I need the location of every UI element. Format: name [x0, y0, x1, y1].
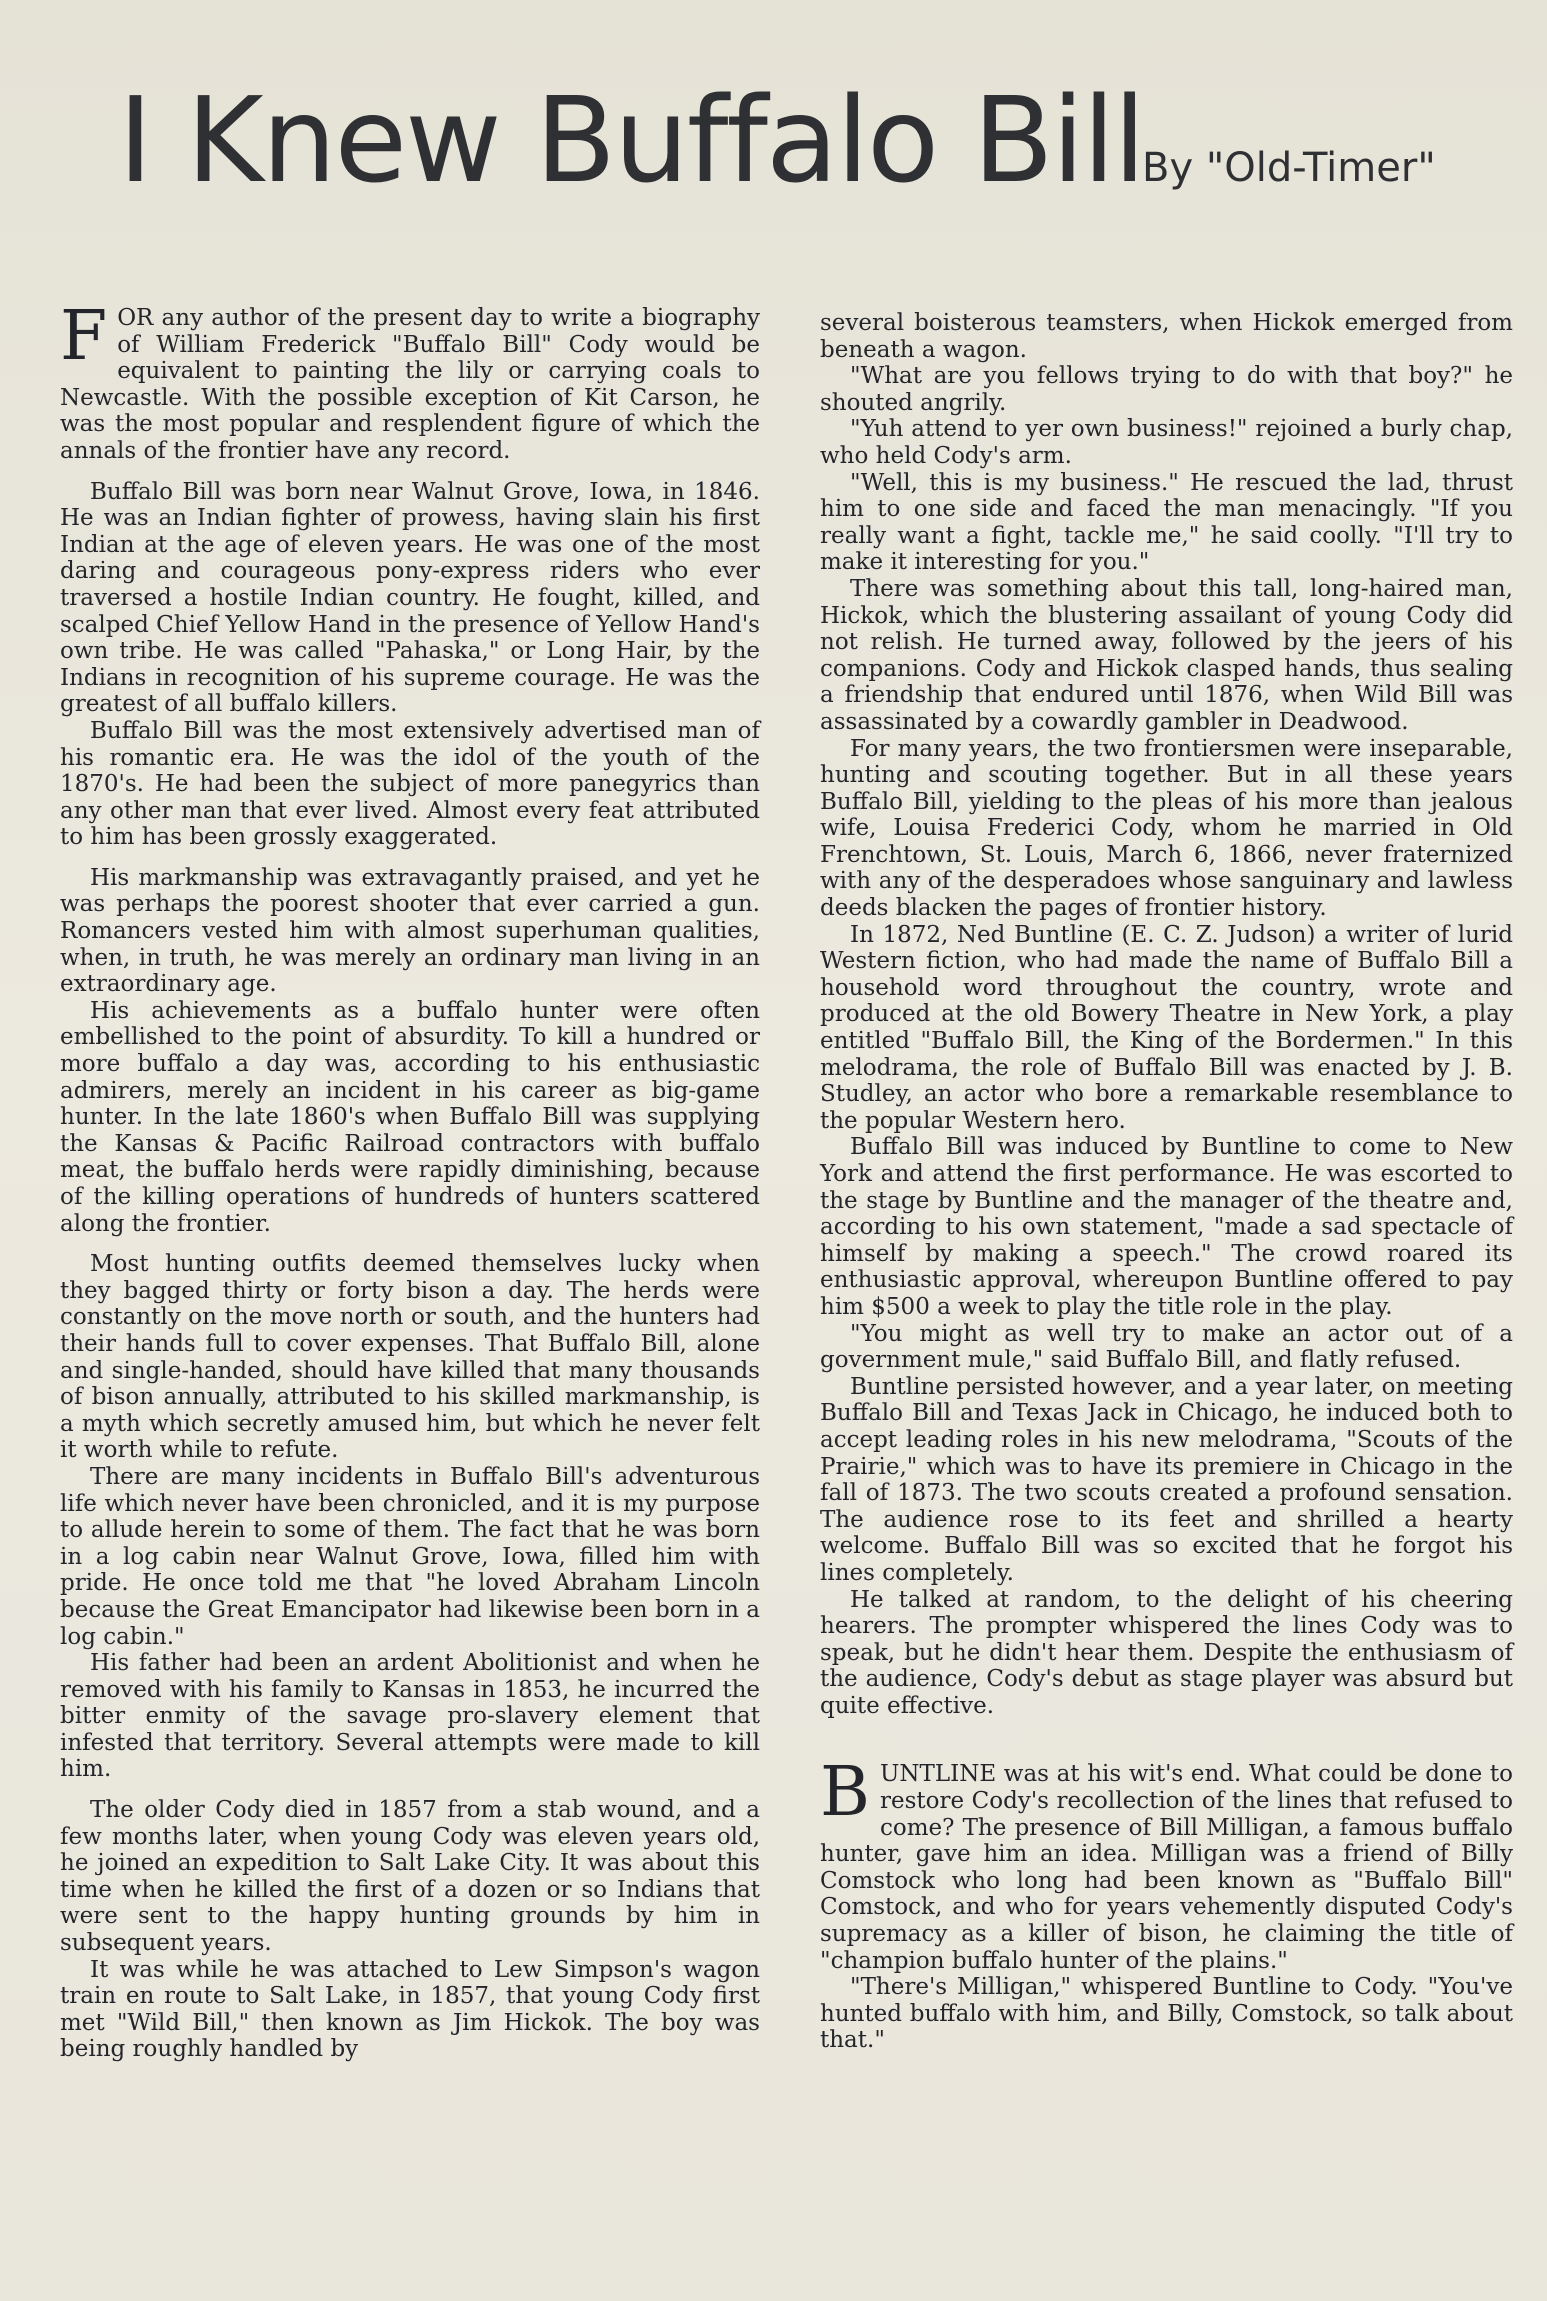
article-title: I Knew Buffalo Bill [118, 71, 1145, 209]
paragraph-right-4: "Well, this is my business." He rescued the lad, thrust him to one side and faced the man menacingly. "If you really want a fight, tackle me," he said coolly. "I'll try to make it interesting for you." [820, 469, 1513, 576]
paragraph-right-13: "There's Milligan," whispered Buntline to Cody. "You've hunted buffalo with him, and Billy, Comstock, so talk about that." [820, 1974, 1513, 2054]
paragraph-left-8: His father had been an ardent Abolitionist and when he removed with his family to Kansas in 1853, he incurred the bitter enmity of the savage pro-slavery element that infested that territory. Several attempts were made to kill him. [60, 1650, 760, 1783]
paragraph-right-3: "Yuh attend to yer own business!" rejoined a burly chap, who held Cody's arm. [820, 416, 1513, 469]
drop-cap: F [60, 297, 108, 376]
right-column [820, 310, 1513, 2054]
paragraph-right-9: "You might as well try to make an actor out of a government mule," said Buffalo Bill, and flatly refused. [820, 1320, 1513, 1374]
paragraph-right-7: In 1872, Ned Buntline (E. C. Z. Judson) a writer of lurid Western fiction, who had made the name of Buffalo Bill a household word throughout the country, wrote and produced at the old Bowery Theatre in New York, a play entitled "Buffalo Bill, the King of the Bordermen." In this melodrama, the role of Buffalo Bill was enacted by J. B. Studley, an actor who bore a remarkable resemblance to the popular Western hero. [820, 921, 1513, 1134]
paragraph-text: UNTLINE was at his wit's end. What could be done to restore Cody's recollection of the lines that refused to come? The presence of Bill Milligan, a famous buffalo hunter, gave him an idea. Milligan was a friend of Billy Comstock who long had been known as "Buffalo Bill" Comstock, and who for years vehemently disputed Cody's supremacy as a killer of bison, he claiming the title of "champion buffalo hunter of the plains." [820, 1761, 1513, 1974]
article-byline: By "Old-Timer" [1142, 145, 1436, 191]
paragraph-left-5: His achievements as a buffalo hunter were often embellished to the point of absurdity. To kill a hundred or more buffalo a day was, according to his enthusiastic admirers, merely an incident in his career as big-game hunter. In the late 1860's when Buffalo Bill was supplying the Kansas & Pacific Railroad contractors with buffalo meat, the buffalo herds were rapidly diminishing, because of the killing operations of hundreds of hunters scattered along the frontier. [60, 997, 760, 1237]
paragraph-right-2: "What are you fellows trying to do with that boy?" he shouted angrily. [820, 363, 1513, 416]
paragraph-left-6: Most hunting outfits deemed themselves lucky when they bagged thirty or forty bison a day. The herds were constantly on the move north or south, and the hunters had their hands full to cover expenses. That Buffalo Bill, alone and single-handed, should have killed that many thousands of bison annually, attributed to his skilled markmanship, is a myth which secretly amused him, but which he never felt it worth while to refute. [60, 1251, 760, 1464]
paragraph-right-12 [820, 1753, 1513, 1974]
paragraph-right-5: There was something about this tall, long-haired man, Hickok, which the blustering assailant of young Cody did not relish. He turned away, followed by the jeers of his companions. Cody and Hickok clasped hands, thus sealing a friendship that endured until 1876, when Wild Bill was assassinated by a cowardly gambler in Deadwood. [820, 575, 1513, 735]
paragraph-left-7: There are many incidents in Buffalo Bill's adventurous life which never have been chronicled, and it is my purpose to allude herein to some of them. The fact that he was born in a log cabin near Walnut Grove, Iowa, filled him with pride. He once told me that "he loved Abraham Lincoln because the Great Emancipator had likewise been born in a log cabin." [60, 1463, 760, 1650]
paragraph-right-11: He talked at random, to the delight of his cheering hearers. The prompter whispered the lines Cody was to speak, but he didn't hear them. Despite the enthusiasm of the audience, Cody's debut as stage player was absurd but quite effective. [820, 1586, 1513, 1719]
paragraph-left-9: The older Cody died in 1857 from a stab wound, and a few months later, when young Cody was eleven years old, he joined an expedition to Salt Lake City. It was about this time when he killed the first of a dozen or so Indians that were sent to the happy hunting grounds by him in subsequent years. [60, 1797, 760, 1957]
paragraph-right-8: Buffalo Bill was induced by Buntline to come to New York and attend the first performance. He was escorted to the stage by Buntline and the manager of the theatre and, according to his own statement, "made a sad spectacle of himself by making a speech." The crowd roared its enthusiastic approval, whereupon Buntline offered to pay him $500 a week to play the title role in the play. [820, 1134, 1513, 1320]
paragraph-left-2: Buffalo Bill was born near Walnut Grove, Iowa, in 1846. He was an Indian fighter of prowess, having slain his first Indian at the age of eleven years. He was one of the most daring and courageous pony-express riders who ever traversed a hostile Indian country. He fought, killed, and scalped Chief Yellow Hand in the presence of Yellow Hand's own tribe. He was called "Pahaska," or Long Hair, by the Indians in recognition of his supreme courage. He was the greatest of all buffalo killers. [60, 478, 760, 718]
paragraph-left-10: It was while he was attached to Lew Simpson's wagon train en route to Salt Lake, in 1857, that young Cody first met "Wild Bill," then known as Jim Hickok. The boy was being roughly handled by [60, 1956, 760, 2063]
paragraph-left-1 [60, 297, 760, 465]
paragraph-text: OR any author of the present day to write a biography of William Frederick "Buffalo Bill" Cody would be equivalent to painting the lily or carrying coals to Newcastle. With the possible exception of Kit Carson, he was the most popular and resplendent figure of which the annals of the frontier have any record. [60, 305, 760, 464]
left-column [60, 297, 760, 2063]
paragraph-right-6: For many years, the two frontiersmen were inseparable, hunting and scouting together. But in all these years Buffalo Bill, yielding to the pleas of his more than jealous wife, Louisa Frederici Cody, whom he married in Old Frenchtown, St. Louis, March 6, 1866, never fraternized with any of the desperadoes whose sanguinary and lawless deeds blacken the pages of frontier history. [820, 735, 1513, 922]
paragraph-left-3: Buffalo Bill was the most extensively advertised man of his romantic era. He was the idol of the youth of the 1870's. He had been the subject of more panegyrics than any other man that ever lived. Almost every feat attributed to him has been grossly exaggerated. [60, 717, 760, 851]
drop-cap: B [820, 1753, 870, 1833]
paragraph-right-10: Buntline persisted however, and a year later, on meeting Buffalo Bill and Texas Jack in Chicago, he induced both to accept leading roles in his new melodrama, "Scouts of the Prairie," which was to have its premiere in Chicago in the fall of 1873. The two scouts created a profound sensation. The audience rose to its feet and shrilled a hearty welcome. Buffalo Bill was so excited that he forgot his lines completely. [820, 1373, 1513, 1586]
paragraph-right-1: several boisterous teamsters, when Hickok emerged from beneath a wagon. [820, 310, 1513, 363]
paragraph-left-4: His markmanship was extravagantly praised, and yet he was perhaps the poorest shooter that ever carried a gun. Romancers vested him with almost superhuman qualities, when, in truth, he was merely an ordinary man living in an extraordinary age. [60, 864, 760, 998]
